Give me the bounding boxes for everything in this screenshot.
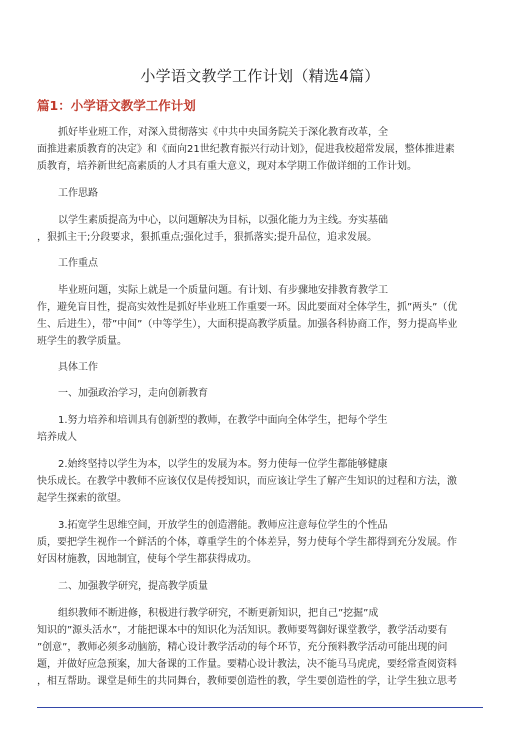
paragraph-line: 面推进素质教育的决定》和《面向21世纪教育振兴行动计划》，促进我校超常发展，整体推进素	[37, 144, 455, 155]
paragraph-line: 题，并做好应急预案，加大备课的工作量。要精心设计教法，决不能马马虎虎，要经常查阅资料	[37, 659, 457, 670]
paragraph-line: 生、后进生），带”中间”（中等学生），大面积提高教学质量。加强各科协商工作，努力提高毕业	[37, 319, 458, 330]
paragraph-line: 1.努力培养和培训具有创新型的教师，在教学中面向全体学生，把每个学生	[58, 415, 388, 426]
subheading: 工作思路	[58, 188, 98, 199]
subheading: 具体工作	[58, 362, 98, 373]
footer-divider	[37, 707, 483, 708]
section-heading: 篇1：小学语文教学工作计划	[37, 98, 196, 113]
paragraph-line: 质教育，培养新世纪高素质的人才具有重大意义，现对本学期工作做详细的工作计划。	[37, 161, 417, 172]
subheading: 工作重点	[58, 258, 98, 269]
paragraph-line: 班学生的教学质量。	[37, 336, 127, 347]
paragraph-line: 毕业班问题，实际上就是一个质量问题。有计划、有步骤地安排教育教学工	[58, 285, 388, 296]
paragraph-line: 质，要把学生视作一个鲜活的个体，尊重学生的个体差异，努力使每个学生都得到充分发展。作	[37, 537, 457, 548]
paragraph-line: 作，避免盲目性，提高实效性是抓好毕业班工作重要一环。因此要面对全体学生，抓”两头”（优	[37, 302, 458, 313]
paragraph-line: 快乐成长。在教学中教师不应该仅仅是传授知识，而应该让学生了解产生知识的过程和方法，激	[37, 476, 457, 487]
document-title: 小学语文教学工作计划（精选4篇）	[140, 67, 380, 85]
paragraph-line: 知识的”源头活水”，才能把课本中的知识化为活知识。教师要驾御好课堂教学，教学活动要有	[37, 625, 448, 636]
paragraph-line: 以学生素质提高为中心，以问题解决为目标，以强化能力为主线。夯实基础	[58, 215, 388, 226]
subheading: 一、加强政治学习，走向创新教育	[58, 388, 208, 399]
paragraph-line: 2.始终坚持以学生为本，以学生的发展为本。努力使每一位学生都能够健康	[58, 459, 388, 470]
paragraph-line: 培养成人	[37, 432, 77, 443]
paragraph-line: ，相互帮助。课堂是师生的共同舞台，教师要创造性的教，学生要创造性的学，让学生独立思考	[37, 676, 457, 687]
paragraph-line: 组织教师不断进修，积极进行教学研究，不断更新知识，把自己”挖掘”成	[58, 608, 379, 619]
paragraph-line: 3.拓宽学生思维空间，开放学生的创造潜能。教师应注意每位学生的个性品	[58, 520, 388, 531]
paragraph-line: ”创意”，教师必须多动脑筋，精心设计教学活动的每个环节，充分预料教学活动可能出现的问	[37, 642, 448, 653]
paragraph-line: 好因材施教，因地制宜，使每个学生都获得成功。	[37, 554, 257, 565]
subheading: 二、加强教学研究，提高教学质量	[58, 581, 208, 592]
paragraph-line: ，狠抓主干;分段要求，狠抓重点;强化过手，狠抓落实;提升品位，追求发展。	[37, 232, 378, 243]
paragraph-line: 起学生探索的欲望。	[37, 493, 127, 504]
paragraph-line: 抓好毕业班工作，对深入贯彻落实《中共中央国务院关于深化教育改革，全	[58, 127, 388, 138]
